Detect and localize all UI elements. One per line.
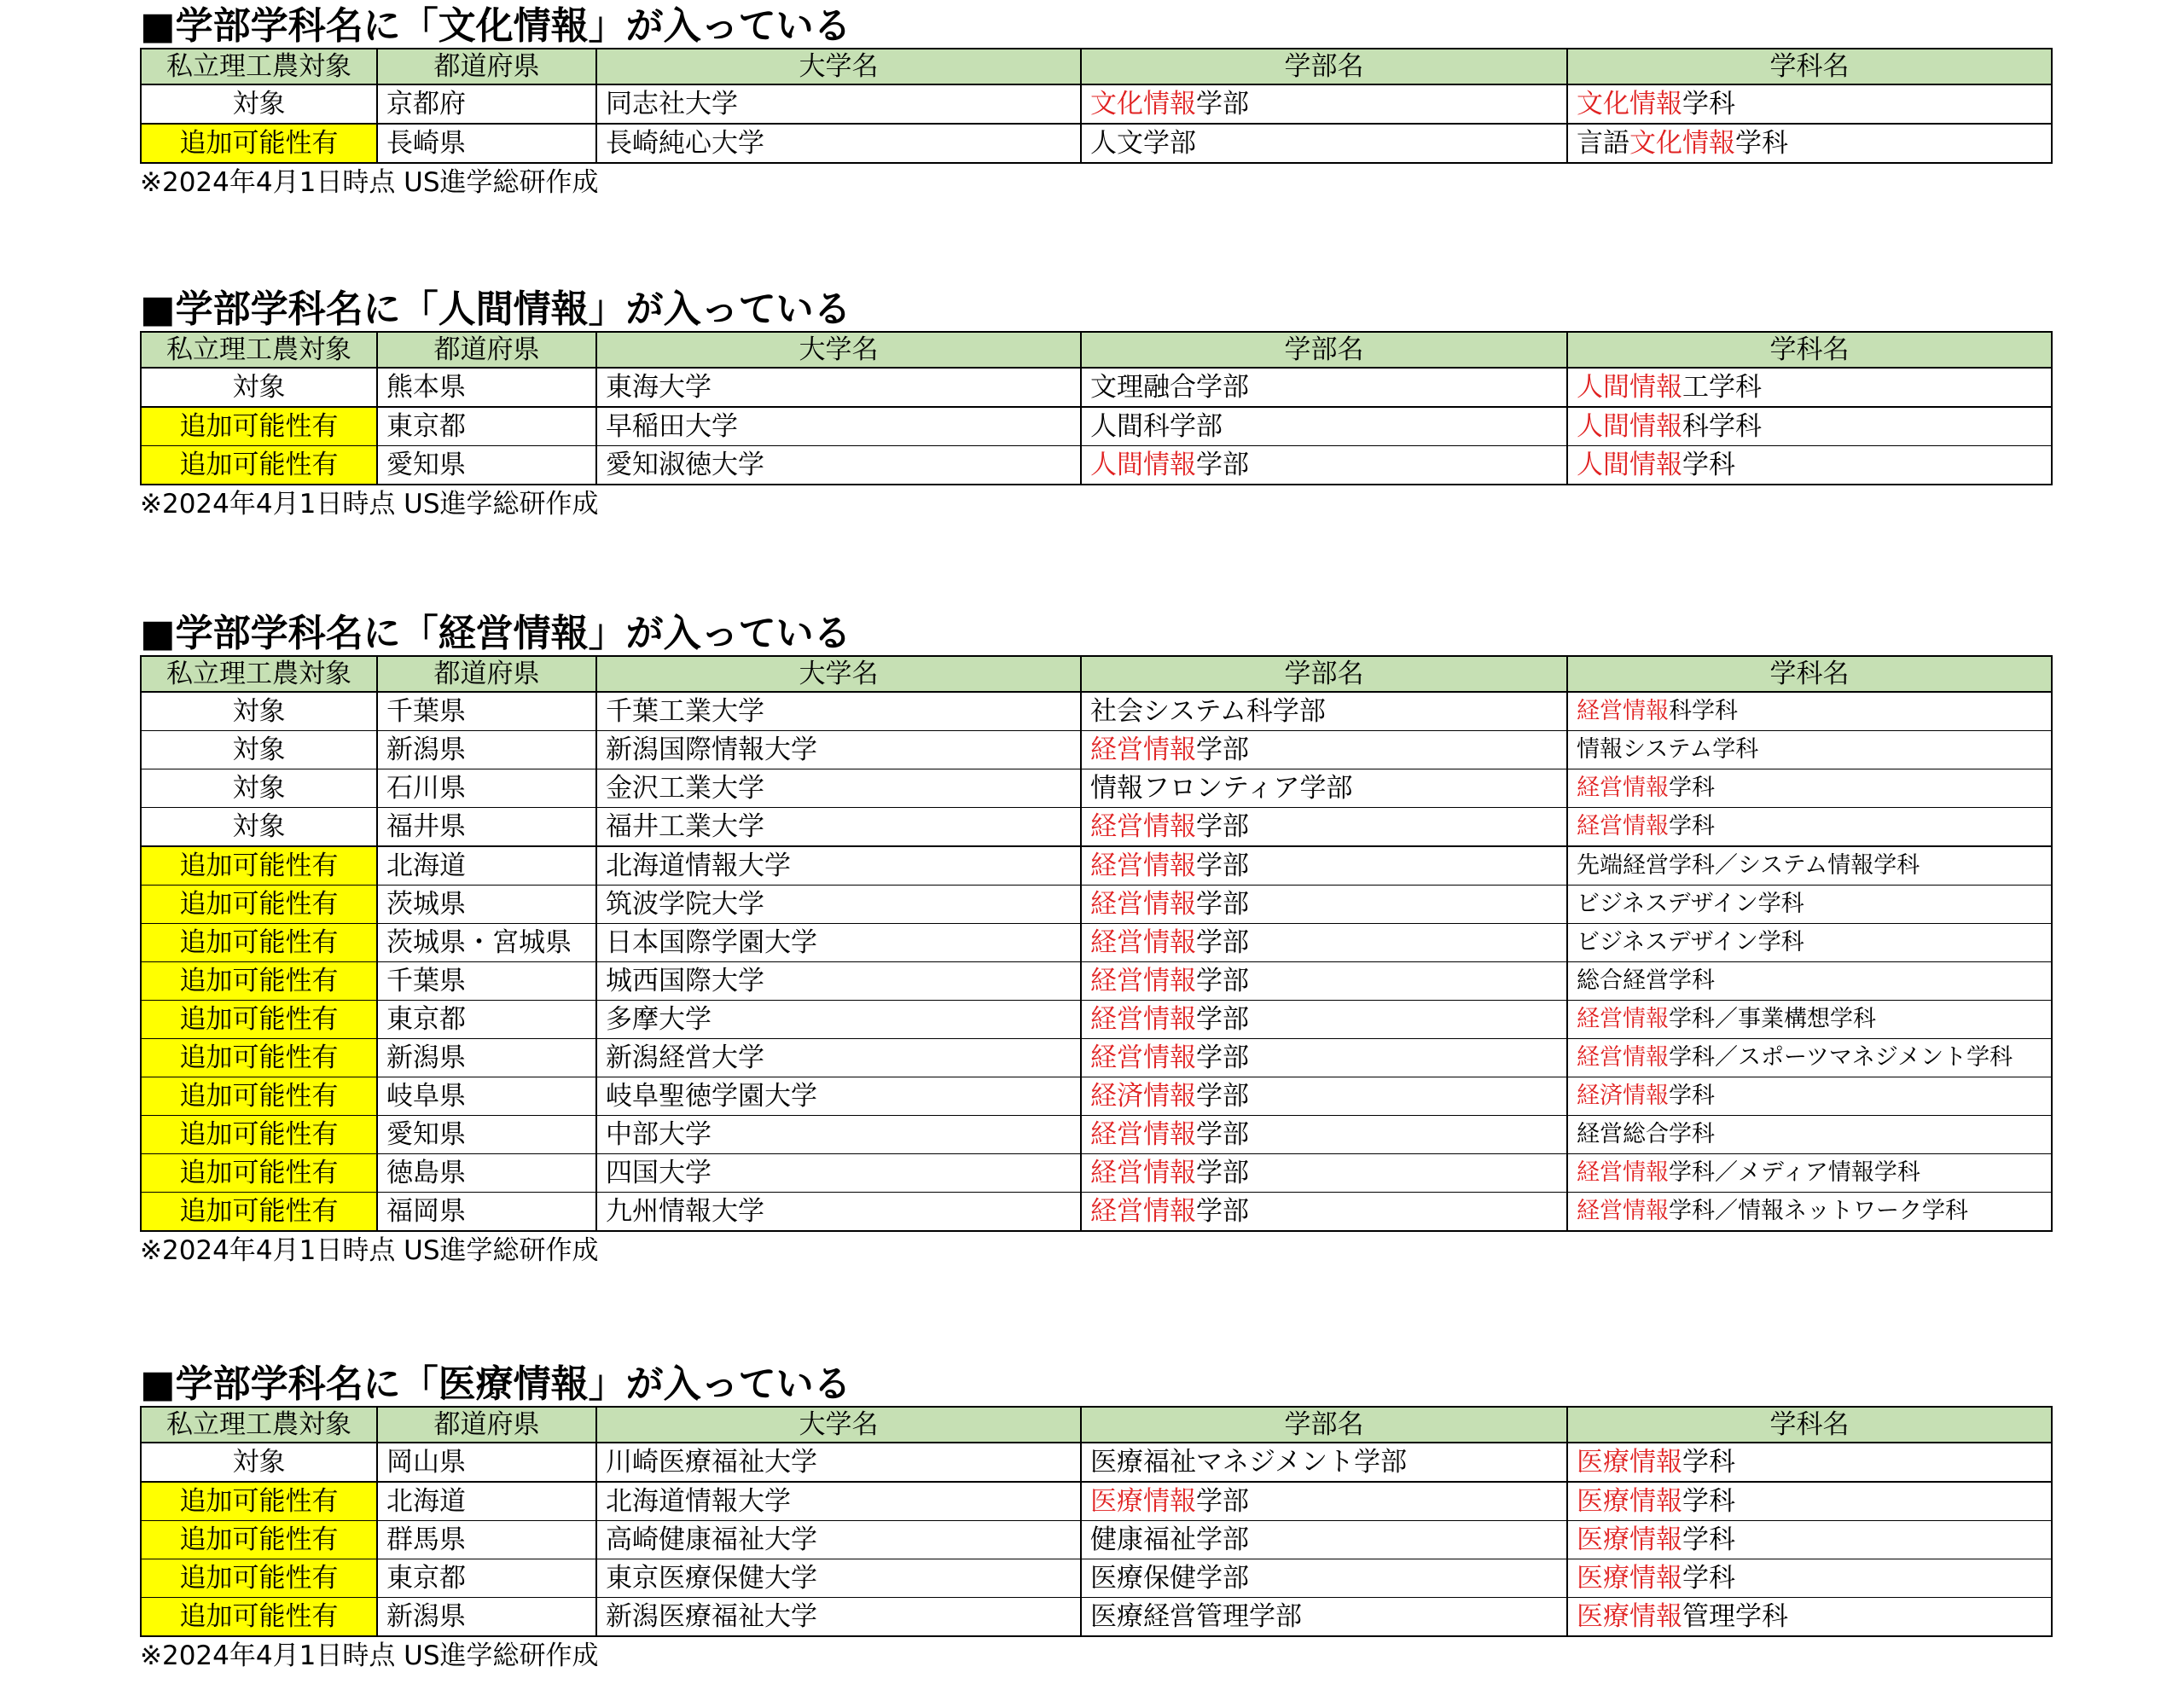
column-header: 私立理工農対象 (141, 49, 377, 84)
department-cell (1567, 692, 2052, 731)
faculty-cell (1081, 1443, 1567, 1482)
highlight-text: 経営情報 (1577, 1006, 1669, 1032)
department-cell (1567, 124, 2052, 163)
highlight-text: 経営情報 (1577, 1159, 1669, 1186)
prefecture-cell: 新潟県 (377, 1039, 596, 1077)
department-cell (1567, 1521, 2052, 1559)
department-cell (1567, 924, 2052, 962)
university-cell: 新潟経営大学 (596, 1039, 1081, 1077)
university-cell: 千葉工業大学 (596, 692, 1081, 731)
column-header: 大学名 (596, 332, 1081, 368)
header-row (141, 49, 2052, 84)
plain-text: 学科／スポーツマネジメント学科 (1669, 1044, 2013, 1071)
plain-text: 先端経営学科／システム情報学科 (1577, 852, 1920, 879)
highlight-text: 人間情報 (1090, 450, 1196, 480)
column-header: 大学名 (596, 1407, 1081, 1443)
faculty-cell (1081, 846, 1567, 886)
data-table (140, 331, 2053, 485)
faculty-cell (1081, 962, 1567, 1001)
department-cell (1567, 1154, 2052, 1193)
university-cell: 福井工業大学 (596, 808, 1081, 847)
column-header: 都道府県 (377, 656, 596, 692)
plain-text: 学部 (1196, 811, 1249, 842)
column-header: 学科名 (1567, 656, 2052, 692)
faculty-cell (1081, 84, 1567, 124)
status-cell: 追加可能性有 (141, 846, 377, 886)
plain-text: 学科 (1669, 813, 1715, 839)
university-cell: 城西国際大学 (596, 962, 1081, 1001)
prefecture-cell: 京都府 (377, 84, 596, 124)
plain-text: 管理学科 (1682, 1601, 1788, 1632)
plain-text: 学部 (1196, 735, 1249, 765)
table-section (140, 613, 2051, 1269)
plain-text: 学部 (1196, 927, 1249, 958)
plain-text: 学部 (1196, 1042, 1249, 1073)
department-cell (1567, 731, 2052, 769)
plain-text: 医療保健学部 (1090, 1563, 1249, 1594)
plain-text: 学部 (1196, 851, 1249, 881)
table-row (141, 692, 2052, 731)
highlight-text: 経営情報 (1577, 1044, 1669, 1071)
department-cell (1567, 1193, 2052, 1232)
header-row (141, 332, 2052, 368)
university-cell: 愛知淑徳大学 (596, 446, 1081, 485)
university-cell: 多摩大学 (596, 1001, 1081, 1039)
status-cell: 追加可能性有 (141, 1077, 377, 1116)
status-cell: 対象 (141, 808, 377, 847)
prefecture-cell: 愛知県 (377, 446, 596, 485)
prefecture-cell: 東京都 (377, 1001, 596, 1039)
status-cell: 追加可能性有 (141, 1154, 377, 1193)
highlight-text: 経営情報 (1577, 698, 1669, 724)
prefecture-cell: 茨城県・宮城県 (377, 924, 596, 962)
faculty-cell (1081, 1039, 1567, 1077)
plain-text: 学科 (1735, 128, 1788, 159)
column-header: 学科名 (1567, 49, 2052, 84)
plain-text: 学科 (1669, 1083, 1715, 1109)
status-cell: 追加可能性有 (141, 962, 377, 1001)
column-header: 学部名 (1081, 332, 1567, 368)
table-row (141, 1193, 2052, 1232)
department-cell (1567, 1039, 2052, 1077)
source-note: ※2024年4月1日時点 US進学総研作成 (140, 167, 599, 198)
table-row (141, 84, 2052, 124)
plain-text: 言語 (1577, 128, 1629, 159)
highlight-text: 経営情報 (1090, 1119, 1196, 1150)
university-cell: 北海道情報大学 (596, 846, 1081, 886)
table-row (141, 1521, 2052, 1559)
highlight-text: 経営情報 (1090, 735, 1196, 765)
university-cell: 四国大学 (596, 1154, 1081, 1193)
department-cell (1567, 886, 2052, 924)
department-cell (1567, 1559, 2052, 1598)
table-row (141, 924, 2052, 962)
highlight-text: 医療情報 (1577, 1601, 1682, 1632)
plain-text: 医療福祉マネジメント学部 (1090, 1447, 1408, 1478)
plain-text: 人文学部 (1090, 128, 1196, 159)
table-section (140, 5, 2051, 201)
table-row (141, 1482, 2052, 1521)
prefecture-cell: 石川県 (377, 769, 596, 808)
prefecture-cell: 新潟県 (377, 1598, 596, 1637)
highlight-text: 文化情報 (1577, 89, 1682, 119)
department-cell (1567, 1001, 2052, 1039)
faculty-cell (1081, 1077, 1567, 1116)
column-header: 大学名 (596, 656, 1081, 692)
status-cell: 追加可能性有 (141, 1193, 377, 1232)
column-header: 都道府県 (377, 332, 596, 368)
column-header: 私立理工農対象 (141, 1407, 377, 1443)
university-cell: 新潟国際情報大学 (596, 731, 1081, 769)
department-cell (1567, 1443, 2052, 1482)
column-header: 学科名 (1567, 332, 2052, 368)
column-header: 私立理工農対象 (141, 332, 377, 368)
faculty-cell (1081, 1001, 1567, 1039)
table-section (140, 288, 2051, 523)
plain-text: 学科 (1669, 775, 1715, 801)
faculty-cell (1081, 924, 1567, 962)
status-cell: 追加可能性有 (141, 1001, 377, 1039)
table-row (141, 124, 2052, 163)
plain-text: 総合経営学科 (1577, 967, 1715, 994)
status-cell: 対象 (141, 769, 377, 808)
prefecture-cell: 福井県 (377, 808, 596, 847)
prefecture-cell: 新潟県 (377, 731, 596, 769)
plain-text: 学科 (1682, 1447, 1735, 1478)
faculty-cell (1081, 769, 1567, 808)
status-cell: 対象 (141, 731, 377, 769)
faculty-cell (1081, 1559, 1567, 1598)
table-section (140, 1363, 2051, 1675)
table-row (141, 1039, 2052, 1077)
plain-text: 学部 (1196, 889, 1249, 920)
faculty-cell (1081, 1154, 1567, 1193)
highlight-text: 経営情報 (1090, 1042, 1196, 1073)
plain-text: 情報フロンティア学部 (1090, 773, 1353, 804)
plain-text: 学科／メディア情報学科 (1669, 1159, 1920, 1186)
university-cell: 新潟医療福祉大学 (596, 1598, 1081, 1637)
prefecture-cell: 群馬県 (377, 1521, 596, 1559)
status-cell: 追加可能性有 (141, 1116, 377, 1154)
status-cell: 対象 (141, 368, 377, 407)
plain-text: 学科 (1682, 1486, 1735, 1517)
highlight-text: 文化情報 (1629, 128, 1735, 159)
university-cell: 同志社大学 (596, 84, 1081, 124)
plain-text: 健康福祉学部 (1090, 1524, 1249, 1555)
department-cell (1567, 769, 2052, 808)
university-cell: 高崎健康福祉大学 (596, 1521, 1081, 1559)
status-cell: 追加可能性有 (141, 924, 377, 962)
university-cell: 川崎医療福祉大学 (596, 1443, 1081, 1482)
plain-text: 学科／事業構想学科 (1669, 1006, 1876, 1032)
table-row (141, 446, 2052, 485)
highlight-text: 経営情報 (1577, 1198, 1669, 1224)
university-cell: 岐阜聖徳学園大学 (596, 1077, 1081, 1116)
status-cell: 追加可能性有 (141, 886, 377, 924)
plain-text: 学部 (1196, 1158, 1249, 1188)
prefecture-cell: 長崎県 (377, 124, 596, 163)
department-cell (1567, 846, 2052, 886)
table-row (141, 769, 2052, 808)
department-cell (1567, 407, 2052, 446)
status-cell: 対象 (141, 1443, 377, 1482)
highlight-text: 人間情報 (1577, 450, 1682, 480)
plain-text: 科学科 (1682, 411, 1762, 442)
table-row (141, 731, 2052, 769)
header-row (141, 1407, 2052, 1443)
status-cell: 追加可能性有 (141, 1598, 377, 1637)
department-cell (1567, 1116, 2052, 1154)
highlight-text: 経営情報 (1090, 927, 1196, 958)
section-title: ■学部学科名に「文化情報」が入っている (140, 4, 851, 48)
highlight-text: 経営情報 (1090, 1196, 1196, 1227)
faculty-cell (1081, 731, 1567, 769)
faculty-cell (1081, 1521, 1567, 1559)
plain-text: 文理融合学部 (1090, 372, 1249, 403)
department-cell (1567, 446, 2052, 485)
highlight-text: 医療情報 (1577, 1447, 1682, 1478)
plain-text: 学部 (1196, 966, 1249, 996)
highlight-text: 文化情報 (1090, 89, 1196, 119)
department-cell (1567, 1482, 2052, 1521)
plain-text: 学科 (1682, 1524, 1735, 1555)
faculty-cell (1081, 1116, 1567, 1154)
prefecture-cell: 岡山県 (377, 1443, 596, 1482)
data-table (140, 48, 2053, 164)
highlight-text: 経営情報 (1090, 966, 1196, 996)
faculty-cell (1081, 446, 1567, 485)
faculty-cell (1081, 1193, 1567, 1232)
faculty-cell (1081, 1482, 1567, 1521)
highlight-text: 医療情報 (1090, 1486, 1196, 1517)
table-row (141, 407, 2052, 446)
prefecture-cell: 北海道 (377, 846, 596, 886)
highlight-text: 医療情報 (1577, 1563, 1682, 1594)
department-cell (1567, 84, 2052, 124)
department-cell (1567, 962, 2052, 1001)
prefecture-cell: 東京都 (377, 407, 596, 446)
prefecture-cell: 岐阜県 (377, 1077, 596, 1116)
plain-text: 科学科 (1669, 698, 1738, 724)
department-cell (1567, 1598, 2052, 1637)
column-header: 学部名 (1081, 656, 1567, 692)
table-row (141, 1443, 2052, 1482)
table-row (141, 846, 2052, 886)
plain-text: 学科 (1682, 89, 1735, 119)
highlight-text: 医療情報 (1577, 1524, 1682, 1555)
department-cell (1567, 808, 2052, 847)
plain-text: 学部 (1196, 89, 1249, 119)
section-title: ■学部学科名に「経営情報」が入っている (140, 612, 851, 655)
data-table (140, 1406, 2053, 1637)
source-note: ※2024年4月1日時点 US進学総研作成 (140, 489, 599, 520)
prefecture-cell: 千葉県 (377, 692, 596, 731)
table-row (141, 808, 2052, 847)
university-cell: 日本国際学園大学 (596, 924, 1081, 962)
prefecture-cell: 茨城県 (377, 886, 596, 924)
status-cell: 追加可能性有 (141, 1482, 377, 1521)
plain-text: 工学科 (1682, 372, 1762, 403)
status-cell: 追加可能性有 (141, 1039, 377, 1077)
column-header: 学科名 (1567, 1407, 2052, 1443)
faculty-cell (1081, 692, 1567, 731)
prefecture-cell: 千葉県 (377, 962, 596, 1001)
status-cell: 追加可能性有 (141, 124, 377, 163)
highlight-text: 経済情報 (1090, 1081, 1196, 1112)
plain-text: 学部 (1196, 450, 1249, 480)
highlight-text: 人間情報 (1577, 411, 1682, 442)
highlight-text: 経営情報 (1090, 1158, 1196, 1188)
prefecture-cell: 北海道 (377, 1482, 596, 1521)
plain-text: 学部 (1196, 1486, 1249, 1517)
plain-text: 医療経営管理学部 (1090, 1601, 1302, 1632)
university-cell: 北海道情報大学 (596, 1482, 1081, 1521)
column-header: 大学名 (596, 49, 1081, 84)
highlight-text: 経営情報 (1090, 851, 1196, 881)
plain-text: 学部 (1196, 1196, 1249, 1227)
plain-text: 学科／情報ネットワーク学科 (1669, 1198, 1968, 1224)
status-cell: 追加可能性有 (141, 1521, 377, 1559)
university-cell: 東海大学 (596, 368, 1081, 407)
university-cell: 長崎純心大学 (596, 124, 1081, 163)
plain-text: 社会システム科学部 (1090, 696, 1326, 727)
table-row (141, 368, 2052, 407)
highlight-text: 経営情報 (1577, 775, 1669, 801)
plain-text: ビジネスデザイン学科 (1577, 891, 1804, 917)
university-cell: 中部大学 (596, 1116, 1081, 1154)
university-cell: 金沢工業大学 (596, 769, 1081, 808)
table-row (141, 1598, 2052, 1637)
column-header: 私立理工農対象 (141, 656, 377, 692)
faculty-cell (1081, 808, 1567, 847)
table-row (141, 962, 2052, 1001)
status-cell: 追加可能性有 (141, 1559, 377, 1598)
highlight-text: 経営情報 (1577, 813, 1669, 839)
plain-text: 学部 (1196, 1119, 1249, 1150)
highlight-text: 経営情報 (1090, 811, 1196, 842)
prefecture-cell: 徳島県 (377, 1154, 596, 1193)
university-cell: 東京医療保健大学 (596, 1559, 1081, 1598)
plain-text: 人間科学部 (1090, 411, 1223, 442)
prefecture-cell: 熊本県 (377, 368, 596, 407)
source-note: ※2024年4月1日時点 US進学総研作成 (140, 1640, 599, 1671)
table-row (141, 1077, 2052, 1116)
department-cell (1567, 1077, 2052, 1116)
faculty-cell (1081, 368, 1567, 407)
table-row (141, 1001, 2052, 1039)
faculty-cell (1081, 124, 1567, 163)
section-title: ■学部学科名に「医療情報」が入っている (140, 1362, 851, 1406)
header-row (141, 656, 2052, 692)
plain-text: 学科 (1682, 450, 1735, 480)
section-title: ■学部学科名に「人間情報」が入っている (140, 287, 851, 331)
highlight-text: 経済情報 (1577, 1083, 1669, 1109)
status-cell: 対象 (141, 84, 377, 124)
highlight-text: 経営情報 (1090, 889, 1196, 920)
plain-text: 学科 (1682, 1563, 1735, 1594)
university-cell: 早稲田大学 (596, 407, 1081, 446)
column-header: 都道府県 (377, 49, 596, 84)
highlight-text: 人間情報 (1577, 372, 1682, 403)
plain-text: 情報システム学科 (1577, 736, 1759, 763)
faculty-cell (1081, 886, 1567, 924)
university-cell: 筑波学院大学 (596, 886, 1081, 924)
department-cell (1567, 368, 2052, 407)
column-header: 学部名 (1081, 1407, 1567, 1443)
table-row (141, 886, 2052, 924)
column-header: 学部名 (1081, 49, 1567, 84)
faculty-cell (1081, 1598, 1567, 1637)
highlight-text: 医療情報 (1577, 1486, 1682, 1517)
table-row (141, 1154, 2052, 1193)
highlight-text: 経営情報 (1090, 1004, 1196, 1035)
plain-text: 学部 (1196, 1081, 1249, 1112)
plain-text: ビジネスデザイン学科 (1577, 929, 1804, 955)
source-note: ※2024年4月1日時点 US進学総研作成 (140, 1235, 599, 1266)
table-row (141, 1559, 2052, 1598)
status-cell: 対象 (141, 692, 377, 731)
university-cell: 九州情報大学 (596, 1193, 1081, 1232)
status-cell: 追加可能性有 (141, 407, 377, 446)
table-row (141, 1116, 2052, 1154)
plain-text: 経営総合学科 (1577, 1121, 1715, 1147)
status-cell: 追加可能性有 (141, 446, 377, 485)
plain-text: 学部 (1196, 1004, 1249, 1035)
column-header: 都道府県 (377, 1407, 596, 1443)
prefecture-cell: 愛知県 (377, 1116, 596, 1154)
prefecture-cell: 東京都 (377, 1559, 596, 1598)
faculty-cell (1081, 407, 1567, 446)
prefecture-cell: 福岡県 (377, 1193, 596, 1232)
data-table (140, 655, 2053, 1232)
